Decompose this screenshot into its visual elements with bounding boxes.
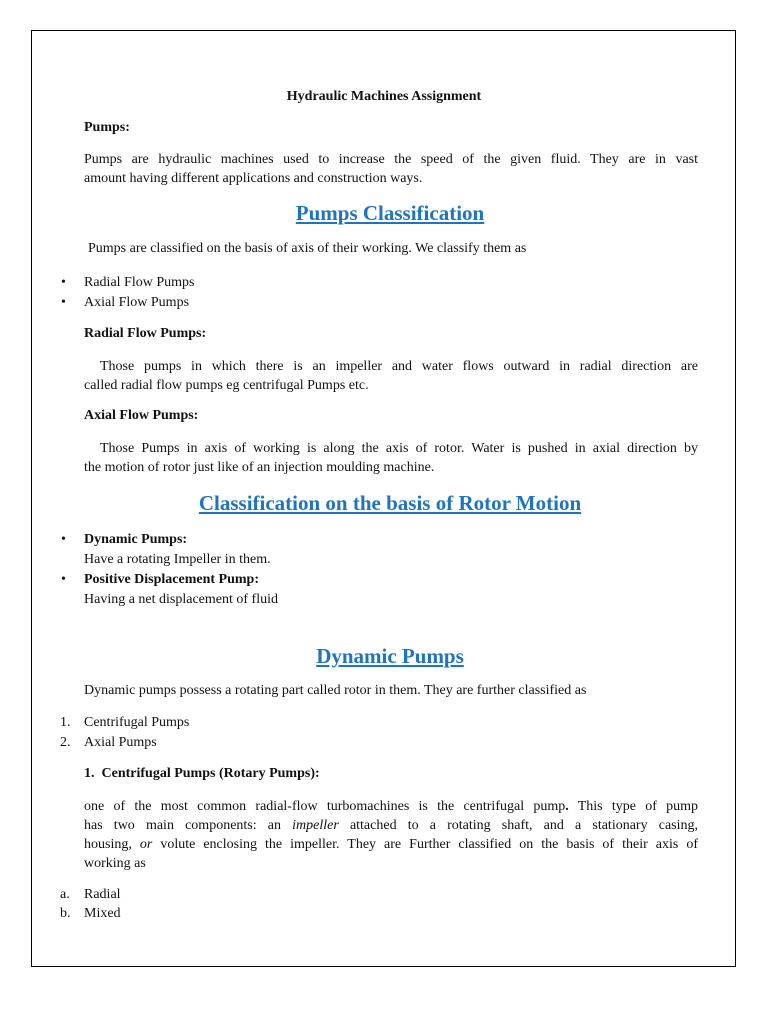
bullet-radial-flow-pumps: Radial Flow Pumps — [84, 275, 195, 290]
paragraph-line — [84, 816, 698, 835]
centrifugal-pumps-subheading: 1. Centrifugal Pumps (Rotary Pumps): — [84, 766, 320, 781]
dynamic-pumps-intro: Dynamic pumps possess a rotating part called rotor in them. They are further classified as — [84, 683, 587, 698]
list-marker: 2. — [60, 735, 71, 750]
paragraph-line — [84, 797, 698, 816]
pumps-intro-paragraph — [84, 150, 698, 188]
radial-flow-paragraph — [84, 357, 698, 395]
document-title: Hydraulic Machines Assignment — [286, 89, 482, 104]
bullet-icon: • — [61, 572, 66, 587]
paragraph-line: called radial flow pumps eg centrifugal Pumps etc. — [84, 378, 369, 393]
list-item-centrifugal-pumps: Centrifugal Pumps — [84, 715, 190, 730]
text-run-emphasis: impeller — [292, 818, 339, 833]
text-run: has two main components: an — [84, 818, 293, 833]
centrifugal-paragraph — [84, 797, 698, 873]
paragraph-line: working as — [84, 856, 146, 871]
bullet-icon: • — [61, 295, 66, 310]
list-item-radial: Radial — [84, 887, 121, 902]
dynamic-pumps-desc: Have a rotating Impeller in them. — [84, 552, 271, 567]
heading-dynamic-pumps: Dynamic Pumps — [316, 644, 464, 668]
axial-flow-paragraph — [84, 439, 698, 477]
text-run: volute enclosing the impeller. They are Further classified on the basis of their axis of — [152, 837, 698, 852]
text-run-emphasis: , or — [128, 837, 153, 852]
dynamic-pumps-label: Dynamic Pumps: — [84, 532, 188, 547]
paragraph-line: Those pumps in which there is an impeller and water flows outward in radial direction are — [100, 359, 698, 374]
paragraph-line: Pumps are hydraulic machines used to increase the speed of the given fluid. They are in vast — [84, 152, 698, 167]
list-marker: 1. — [60, 715, 71, 730]
text-run: attached to a rotating shaft, and a stationary casing, — [338, 818, 698, 833]
positive-displacement-label: Positive Displacement Pump: — [84, 572, 259, 587]
text-run: This type of pump — [568, 799, 699, 814]
bullet-icon: • — [61, 532, 66, 547]
bullet-axial-flow-pumps: Axial Flow Pumps — [84, 295, 190, 310]
classification-intro: Pumps are classified on the basis of axis of their working. We classify them as — [88, 241, 527, 256]
radial-flow-pumps-label: Radial Flow Pumps: — [84, 326, 207, 341]
list-marker: b. — [60, 906, 71, 921]
pumps-label: Pumps: — [84, 120, 130, 135]
list-item-mixed: Mixed — [84, 906, 121, 921]
list-item-axial-pumps: Axial Pumps — [84, 735, 157, 750]
text-run: . — [565, 799, 569, 814]
paragraph-line: the motion of rotor just like of an injection moulding machine. — [84, 460, 435, 475]
text-run: housing — [84, 837, 129, 852]
positive-displacement-desc: Having a net displacement of fluid — [84, 592, 278, 607]
paragraph-line: Those Pumps in axis of working is along the axis of rotor. Water is pushed in axial direction by — [100, 441, 698, 456]
text-run: one of the most common radial-flow turbomachines is the centrifugal pump — [84, 799, 566, 814]
paragraph-line — [84, 835, 698, 854]
paragraph-line: amount having different applications and construction ways. — [84, 171, 423, 186]
bullet-icon: • — [61, 275, 66, 290]
list-marker: a. — [60, 887, 70, 902]
heading-rotor-motion-classification: Classification on the basis of Rotor Motion — [198, 491, 582, 515]
heading-pumps-classification: Pumps Classification — [295, 201, 485, 225]
axial-flow-pumps-label: Axial Flow Pumps: — [84, 408, 199, 423]
